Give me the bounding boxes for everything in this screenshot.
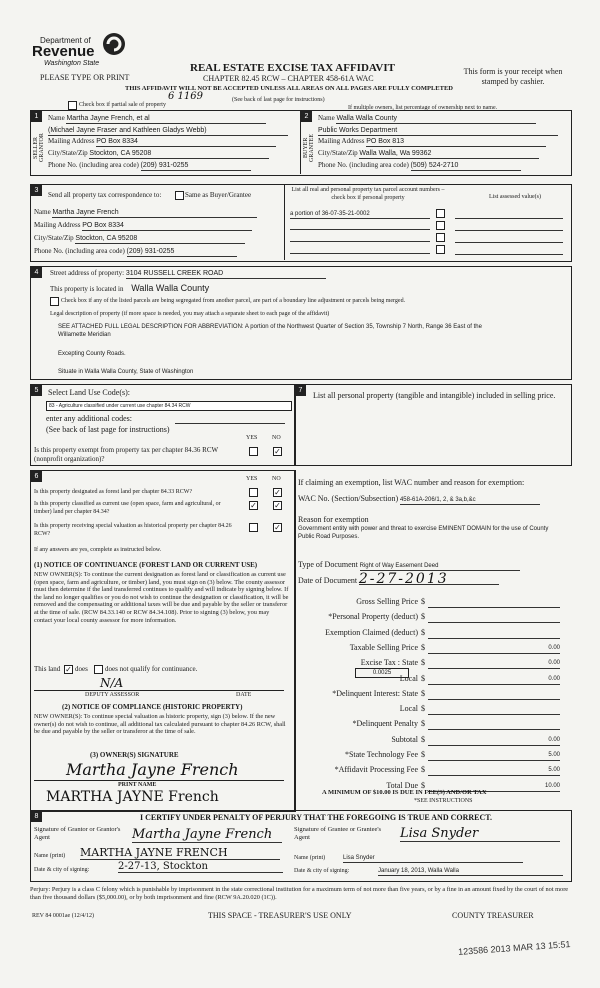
legal-label: Legal description of property (if more space is needed, you may attach a separate sheet to each page of the affidavit): [50, 311, 330, 317]
exempt-question: Is this property exempt from property tax per chapter 84.36 RCW (nonprofit organization)?: [34, 446, 218, 463]
buyer-mail-row: [318, 137, 546, 147]
grantor-print-name[interactable]: MARTHA JAYNE FRENCH: [80, 846, 280, 860]
money-row-value[interactable]: 5.00: [428, 766, 560, 776]
dept-line1: Department of: [40, 36, 91, 45]
seller-city-row: [48, 149, 269, 159]
s3-phone-field[interactable]: (209) 931-0255: [127, 247, 237, 257]
seller-mail-label: Mailing Address: [48, 137, 95, 145]
historic-no-checkbox[interactable]: ✓: [274, 523, 281, 532]
forest-yes-checkbox[interactable]: [249, 488, 258, 497]
money-row-value[interactable]: 0.00: [428, 644, 560, 654]
dor-logo: [30, 28, 130, 68]
located-field[interactable]: Walla Walla County: [131, 283, 210, 293]
parcel-field-3[interactable]: [290, 241, 430, 242]
parcel-personal-checkbox-2[interactable]: [436, 221, 445, 230]
buyer-city-label: City/State/Zip: [318, 149, 358, 157]
land-use-select[interactable]: 83 - Agriculture classified under current use chapter 84.34 RCW: [46, 401, 292, 411]
local-rate-field[interactable]: 0.0025: [355, 668, 409, 678]
parcel-personal-checkbox-3[interactable]: [436, 233, 445, 242]
money-row-value[interactable]: 0.00: [428, 736, 560, 746]
seller-name-field[interactable]: Martha Jayne French, et al: [66, 114, 266, 124]
form-warning: THIS AFFIDAVIT WILL NOT BE ACCEPTED UNLESS ALL AREAS ON ALL PAGES ARE FULLY COMPLETED: [125, 85, 453, 92]
s5-no-header: NO: [272, 435, 281, 441]
grantor-date-label: Date & city of signing:: [34, 867, 90, 873]
form-chapter: CHAPTER 82.45 RCW – CHAPTER 458-61A WAC: [203, 74, 374, 83]
deputy-assessor-label: DEPUTY ASSESSOR: [85, 692, 140, 698]
located-label: This property is located in: [50, 285, 124, 293]
notice2-title: (2) NOTICE OF COMPLIANCE (HISTORIC PROPERTY): [62, 703, 243, 711]
money-row-label: Gross Selling Price: [356, 597, 418, 606]
located-row: [50, 284, 209, 294]
deputy-date-label: DATE: [236, 692, 252, 698]
doc-type-field[interactable]: Right of Way Easement Deed: [360, 562, 520, 571]
legal-text-3: Situate in Walla Walla County, State of Washington: [58, 369, 194, 375]
partial-sale-checkbox[interactable]: [68, 101, 77, 110]
section-number-6: 6: [31, 471, 42, 482]
assessed-field-1[interactable]: [455, 218, 563, 219]
section-number-7: 7: [295, 385, 306, 396]
if-yes-note: If any answers are yes, complete as instructed below.: [34, 547, 162, 553]
section-number-3: 3: [31, 185, 42, 196]
owner-print-name[interactable]: MARTHA JAYNE French: [46, 789, 219, 805]
buyer-mail-label: Mailing Address: [318, 137, 365, 145]
money-row-value[interactable]: [428, 705, 560, 715]
grantee-sig-label: Signature of Grantee or Grantee's Agent: [294, 826, 382, 841]
money-row-label: *State Technology Fee: [344, 750, 418, 759]
historic-question: Is this property receiving special valuation as historical property per chapter 84.26 RCW?: [34, 523, 232, 537]
land-does-label: does: [75, 665, 88, 673]
seller-name2-field[interactable]: (Michael Jayne Fraser and Kathleen Gladys Webb): [48, 126, 288, 136]
multiple-owners-note: If multiple owners, list percentage of ownership next to name.: [348, 105, 498, 111]
grantor-sig-label: Signature of Grantor or Grantor's Agent: [34, 826, 121, 841]
parcel-header: List all real and personal property tax parcel account numbers – check box if personal property: [291, 187, 445, 201]
parcel-field-4[interactable]: [290, 253, 430, 254]
money-row-value[interactable]: 0.00: [428, 675, 560, 685]
grantee-signature[interactable]: Lisa Snyder: [400, 826, 560, 842]
receipt-note: This form is your receipt when stamped by cashier.: [463, 67, 563, 86]
doc-type-label: Type of Document: [298, 560, 358, 569]
treasurer-space: THIS SPACE - TREASURER'S USE ONLY: [208, 911, 352, 920]
legal-text-1: SEE ATTACHED FULL LEGAL DESCRIPTION FOR ABBREVIATION: A portion of the Northwest Quarter of Section 35, Township 7 North, Range 36 East of the Willamette Meridian: [58, 324, 482, 338]
exemption-label: If claiming an exemption, list WAC number and reason for exemption:: [298, 478, 525, 487]
money-row-label: *Delinquent Interest: State: [332, 688, 418, 698]
handwritten-number: 6 1169: [168, 91, 203, 102]
money-row-dollar: $: [421, 719, 425, 729]
assessed-field-4[interactable]: [455, 254, 563, 255]
money-row-dollar: $: [421, 688, 425, 698]
form-title: REAL ESTATE EXCISE TAX AFFIDAVIT: [190, 62, 395, 74]
land-does-checkbox[interactable]: ✓: [65, 665, 72, 674]
buyer-phone-row: [318, 161, 521, 171]
wac-field[interactable]: 458-61A-206/1, 2, & 3a,b,&c: [400, 496, 540, 505]
money-row-dollar: $: [421, 642, 425, 652]
money-row-value[interactable]: [428, 690, 560, 700]
money-row-dollar: $: [421, 597, 425, 606]
buyer-mail-field[interactable]: PO Box 813: [366, 137, 546, 147]
seller-phone-field[interactable]: (209) 931-0255: [141, 161, 251, 171]
seller-mail-field[interactable]: PO Box 8334: [96, 137, 276, 147]
seller-mail-row: [48, 137, 276, 147]
doc-date-field[interactable]: 2-27-2013: [359, 575, 499, 585]
minimum-note: A MINIMUM OF $10.00 IS DUE IN FEE(S) AND/OR TAX: [322, 789, 487, 796]
doc-type-row: [298, 560, 520, 571]
additional-codes-label: enter any additional codes:: [46, 414, 132, 423]
money-row-dollar: $: [421, 612, 425, 622]
county-treasurer: COUNTY TREASURER: [452, 911, 534, 920]
buyer-phone-label: Phone No. (including area code): [318, 161, 409, 169]
section-number-8: 8: [31, 811, 42, 822]
rev-number: REV 84 0001ae (12/4/12): [32, 913, 95, 919]
grantor-date-city[interactable]: 2-27-13, Stockton: [118, 861, 283, 873]
grantee-date-city[interactable]: January 18, 2013, Walla Walla: [378, 867, 563, 876]
certify-text: I CERTIFY UNDER PENALTY OF PERJURY THAT THE FOREGOING IS TRUE AND CORRECT.: [140, 813, 493, 822]
money-row-dollar: $: [421, 780, 425, 790]
print-name-label: PRINT NAME: [118, 782, 157, 788]
s3-mail-label: Mailing Address: [34, 221, 81, 229]
exempt-yes-checkbox[interactable]: [249, 447, 258, 456]
notice1-title: (1) NOTICE OF CONTINUANCE (FOREST LAND OR CURRENT USE): [34, 561, 258, 569]
wac-label: WAC No. (Section/Subsection): [298, 494, 399, 503]
s3-mail-row: [34, 221, 252, 231]
money-row-dollar: $: [421, 765, 425, 775]
partial-sale-label: Check box if partial sale of property: [79, 102, 166, 108]
money-row-value[interactable]: 10.00: [428, 782, 560, 792]
money-row-label: Total Due: [386, 780, 418, 790]
seller-name-label: Name: [48, 114, 65, 122]
section-number-2: 2: [301, 111, 312, 122]
this-land-label: This land: [34, 665, 61, 673]
street-field[interactable]: 3104 RUSSELL CREEK ROAD: [126, 269, 326, 279]
land-use-label: Select Land Use Code(s):: [48, 388, 130, 397]
s3-name-row: [34, 208, 257, 218]
doc-date-row: [298, 571, 499, 587]
grantee-name-label: Name (print): [294, 855, 326, 861]
money-row-label: *Personal Property (deduct): [328, 612, 418, 622]
money-row-value[interactable]: 0.00: [428, 659, 560, 669]
money-row-value[interactable]: [428, 629, 560, 639]
dept-line2: Revenue: [32, 43, 95, 60]
money-row-dollar: $: [421, 627, 425, 637]
buyer-phone-field[interactable]: (509) 524-2710: [411, 161, 521, 171]
seller-name-row: [48, 114, 266, 124]
buyer-name-label: Name: [318, 114, 335, 122]
s3-name-field[interactable]: Martha Jayne French: [52, 208, 257, 218]
notice1-text: NEW OWNER(S): To continue the current designation as forest land or classification as current use (open space, farm and agriculture, or timber) land, you must sign on (3) below. The county assessor must then determine if the land transferred continues to qualify and will indicate by signing below. If the land no longer qualifies or you do not wish to continue the designation or classification, it will be removed and the compensating or additional taxes will be due and payable by the seller or transferor at the time of sale. (RCW 84.33.140 or RCW 84.34.108). Prior to signing (3) below, you may contact your local county assessor for more information.: [34, 571, 289, 624]
s3-phone-label: Phone No. (including area code): [34, 247, 125, 255]
money-row-label: Subtotal: [391, 734, 418, 744]
exempt-no-checkbox[interactable]: ✓: [274, 447, 281, 456]
money-row-label: Excise Tax : State: [360, 658, 418, 668]
historic-yes-checkbox[interactable]: [249, 523, 258, 532]
money-row-dollar: $: [421, 750, 425, 759]
parcel-personal-checkbox-1[interactable]: [436, 209, 445, 218]
current-use-yes-checkbox[interactable]: ✓: [250, 501, 257, 510]
street-label: Street address of property:: [50, 269, 125, 277]
additional-codes-field[interactable]: [175, 423, 285, 424]
buyer-city-row: [318, 149, 539, 159]
current-use-question: Is this property classified as current use (open space, farm and agricultural, or timber) land per chapter 84.34?: [34, 501, 221, 515]
owner-sig-label: (3) OWNER(S) SIGNATURE: [90, 751, 179, 759]
buyer-name-field[interactable]: Walla Walla County: [336, 114, 536, 124]
assessed-header: List assessed value(s): [489, 194, 541, 200]
parcel-field-1[interactable]: a portion of 36-07-35-21-0002: [290, 210, 430, 219]
see-back-note: (See back of last page for instructions): [232, 97, 325, 103]
money-row-value[interactable]: 5.00: [428, 751, 560, 761]
personal-property-label: List all personal property (tangible and intangible) included in selling price.: [313, 391, 556, 400]
grantee-print-name[interactable]: Lisa Snyder: [343, 854, 523, 863]
s3-city-label: City/State/Zip: [34, 234, 74, 242]
s5-see-back: (See back of last page for instructions): [46, 425, 170, 434]
money-row-dollar: $: [421, 658, 425, 668]
grantor-name-label: Name (print): [34, 853, 66, 859]
s6-no-header: NO: [272, 476, 281, 482]
wac-row: [298, 494, 540, 505]
doc-date-label: Date of Document: [298, 576, 358, 585]
money-row-dollar: $: [421, 704, 425, 714]
s5-yes-header: YES: [246, 435, 258, 441]
please-type: PLEASE TYPE OR PRINT: [40, 73, 130, 82]
send-correspondence-label: Send all property tax correspondence to:: [48, 191, 162, 199]
s3-city-row: [34, 234, 245, 244]
money-row-dollar: $: [421, 673, 425, 683]
buyer-name-row: [318, 114, 536, 124]
see-instructions: *SEE INSTRUCTIONS: [414, 798, 473, 804]
same-as-buyer-checkbox[interactable]: [175, 191, 184, 200]
s3-phone-row: [34, 247, 237, 257]
money-row-value[interactable]: [428, 613, 560, 623]
grantor-signature[interactable]: Martha Jayne French: [132, 827, 282, 843]
money-row-label: Local: [399, 673, 418, 683]
recording-stamp: 123586 2013 MAR 13 15:51: [457, 939, 571, 957]
reason-label: Reason for exemption: [298, 515, 369, 524]
deputy-na: N/A: [100, 676, 124, 690]
dept-line3: Washington State: [44, 60, 100, 67]
same-as-buyer-label: Same as Buyer/Grantee: [185, 191, 252, 199]
legal-text-2: Excepting County Roads.: [58, 351, 126, 357]
seller-city-field[interactable]: Stockton, CA 95208: [89, 149, 269, 159]
money-row-label: *Delinquent Penalty: [352, 719, 418, 729]
perjury-text: Perjury: Perjury is a class C felony which is punishable by imprisonment in the state correctional institution for a maximum term of not more than five years, or by a fine in an amount fixed by the court of not more than five thousand dollars ($5,000.00), or by both imprisonment and fine (RCW 9A.20.020 (1C)).: [30, 886, 569, 901]
money-row-label: Taxable Selling Price: [349, 642, 418, 652]
land-does-not-label: does not qualify for continuance.: [105, 665, 198, 673]
money-row-label: *Affidavit Processing Fee: [334, 765, 418, 775]
parcel-personal-checkbox-4[interactable]: [436, 245, 445, 254]
money-row-value[interactable]: [428, 598, 560, 608]
assessed-field-2[interactable]: [455, 230, 563, 231]
owner-signature[interactable]: Martha Jayne French: [66, 760, 239, 779]
s3-mail-field[interactable]: PO Box 8334: [82, 221, 252, 231]
buyer-grantee-label: BUYER GRANTEE: [303, 134, 315, 162]
section-number-4: 4: [31, 267, 42, 278]
notice2-text: NEW OWNER(S): To continue special valuation as historic property, sign (3) below. If the new owner(s) do not wish to continue, all additional tax calculated pursuant to chapter 84.26 RCW, shall be due and payable by the seller or transferor at the time of sale.: [34, 713, 286, 736]
money-row-dollar: $: [421, 734, 425, 744]
buyer-city-field[interactable]: Walla Walla, Wa 99362: [359, 149, 539, 159]
street-row: [50, 269, 326, 279]
s3-city-field[interactable]: Stockton, CA 95208: [75, 234, 245, 244]
land-does-not-checkbox[interactable]: [94, 665, 103, 674]
s3-name-label: Name: [34, 208, 51, 216]
segregated-label: Check box if any of the listed parcels are being segregated from another parcel, are part of a boundary line adjustment or parcels being merged.: [61, 298, 406, 304]
money-row-value[interactable]: [428, 720, 560, 730]
money-row-label: Local: [399, 704, 418, 714]
grantee-date-label: Date & city of signing:: [294, 868, 350, 874]
current-use-no-checkbox[interactable]: ✓: [274, 501, 281, 510]
seller-phone-row: [48, 161, 251, 171]
assessed-field-3[interactable]: [455, 242, 563, 243]
section-number-5: 5: [31, 385, 42, 396]
forest-question: Is this property designated as forest land per chapter 84.33 RCW?: [34, 489, 193, 495]
segregated-checkbox[interactable]: [50, 297, 59, 306]
seller-phone-label: Phone No. (including area code): [48, 161, 139, 169]
buyer-name2-field[interactable]: Public Works Department: [318, 126, 558, 136]
seller-city-label: City/State/Zip: [48, 149, 88, 157]
s6-yes-header: YES: [246, 476, 258, 482]
reason-text: Government entity with power and threat to exercise EMINENT DOMAIN for the use of County Public Road Purposes.: [298, 526, 549, 540]
money-row-label: Exemption Claimed (deduct): [325, 627, 418, 637]
section-number-1: 1: [31, 111, 42, 122]
seller-grantor-label: SELLER GRANTOR: [33, 133, 45, 163]
parcel-field-2[interactable]: [290, 229, 430, 230]
forest-no-checkbox[interactable]: ✓: [274, 488, 281, 497]
